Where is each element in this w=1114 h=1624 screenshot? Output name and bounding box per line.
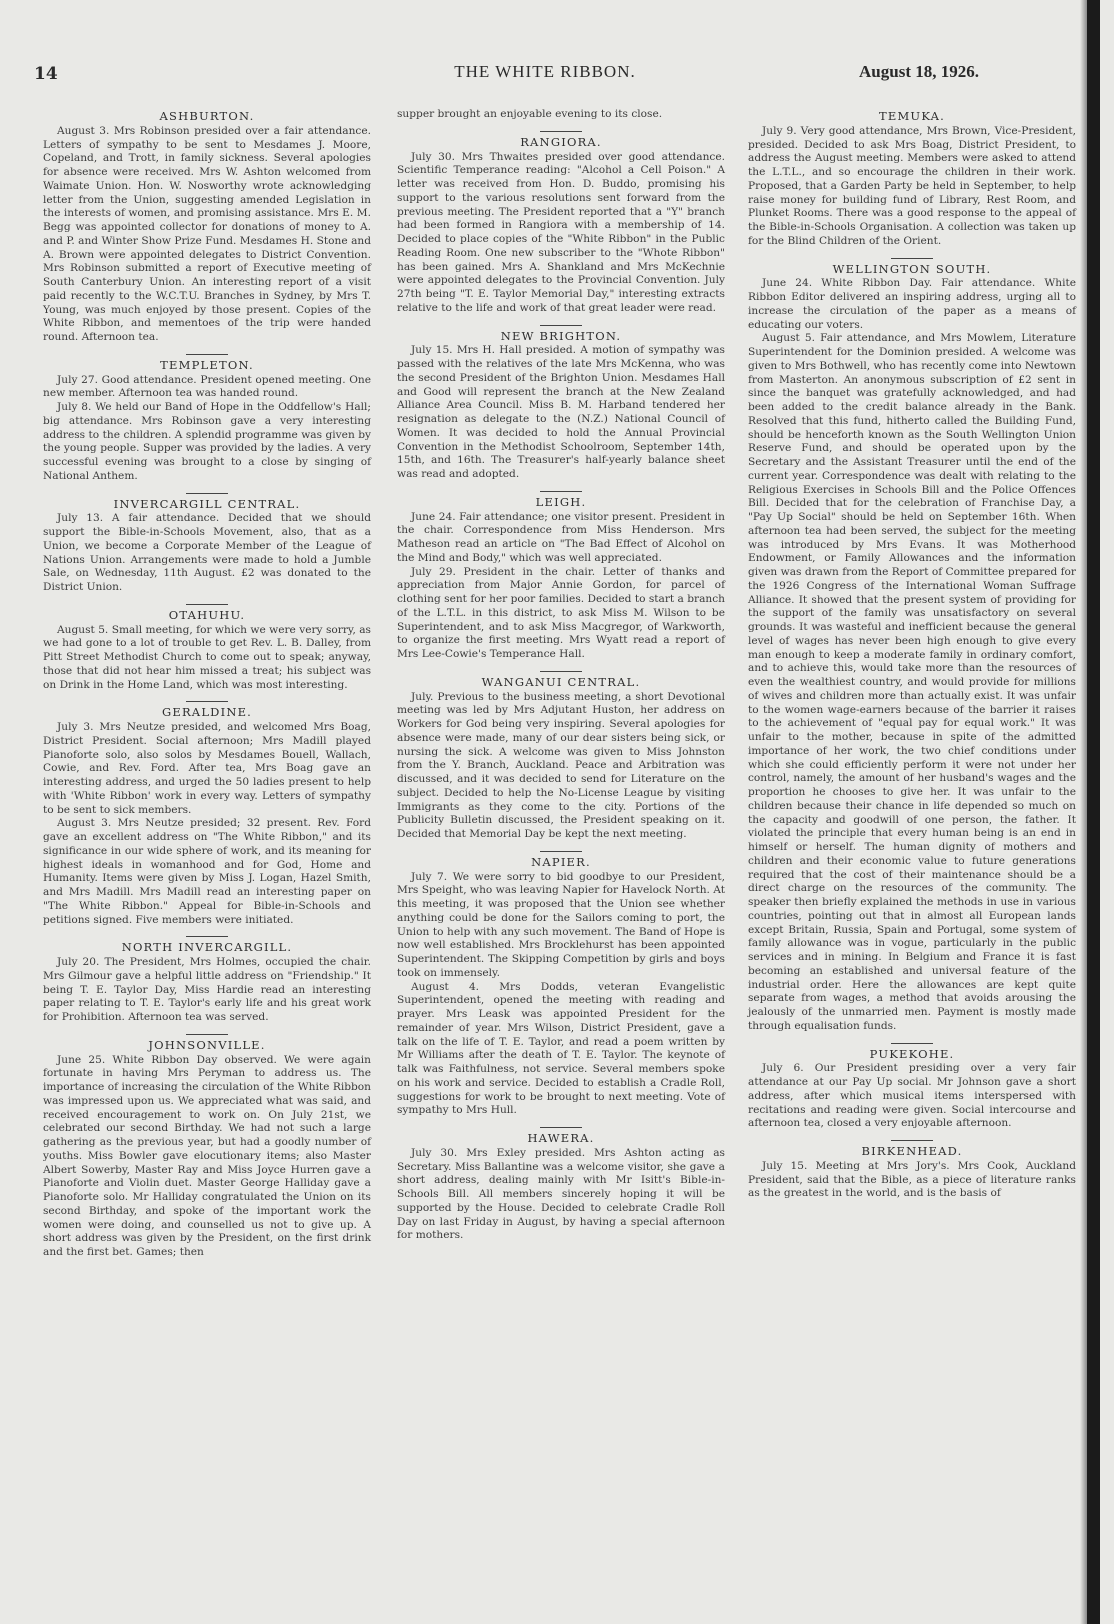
- section-heading: TEMUKA.: [878, 109, 946, 123]
- section-heading: NEW BRIGHTON.: [500, 328, 622, 343]
- section-heading: RANGIORA.: [520, 134, 602, 149]
- report-section: [397, 325, 725, 482]
- report-section: [397, 131, 725, 316]
- report-paragraph: July. Previous to the business meeting, a short Devotional meeting was led by Mrs Adjutant Huston, her address on Workers for God being very inspiring. Several apologies for absence were made, many of our dear sisters being sick, or nursing the sick. A welcome was given to Miss Johnston from the Y. Branch, Auckland. Peace and Arbitration was discussed, and it was decided to send for Literature on the subject. Decided to help the No-License League by visiting Immigrants as they come to the city. Portions of the Publicity Bulletin discussed, the President speaking on it. Decided that Memorial Day be kept the next meeting.: [397, 690, 725, 840]
- report-paragraph: July 20. The President, Mrs Holmes, occupied the chair. Mrs Gilmour gave a helpful little address on "Friendship." It being T. E. Taylor Day, Miss Hardie read an interesting paper relating to T. E. Taylor's early life and his great work for Prohibition. Afternoon tea was served.: [43, 956, 371, 1023]
- section-heading: HAWERA.: [527, 1131, 595, 1145]
- report-paragraph: July 8. We held our Band of Hope in the Oddfellow's Hall; big attendance. Mrs Robinson gave a very interesting address to the children. A splendid programme was given by the young people. Supper was provided by the ladies. A very successful evening was brought to a close by singing of National Anthem.: [43, 401, 371, 482]
- report-paragraph: August 3. Mrs Robinson presided over a fair attendance. Letters of sympathy to be sent to Mesdames J. Moore, Copeland, and Trott, in family sickness. Several apologies for absence were received. Mrs W. Ashton welcomed from Waimate Union. Hon. W. Nosworthy wrote acknowledging letter from the Union, suggesting amended Legislation in the interests of women, and promising assistance. Mrs E. M. Begg was appointed collector for donations of money to A. and P. and Winter Show Prize Fund. Mesdames H. Stone and A. Brown were appointed delegates to District Convention. Mrs Robinson submitted a report of Executive meeting of South Canterbury Union. An interesting report of a visit paid recently to the W.C.T.U. Branches in Sydney, by Mrs T. Young, was much enjoyed by those present. Copies of the White Ribbon, and mementoes of the trip were handed round. Afternoon tea.: [43, 124, 371, 343]
- report-paragraph: August 5. Fair attendance, and Mrs Mowlem, Literature Superintendent for the Dominion presided. A welcome was given to Mrs Bothwell, who has recently come into Newtown from Masterton. An anonymous subscription of £2 sent in since the banquet was gratefully acknowledged, and had been added to the credit balance already in the Bank. Resolved that this fund, hitherto called the Building Fund, should be henceforth known as the South Wellington Union Reserve Fund, and should be operated upon by the Secretary and the Assistant Treasurer until the end of the current year. Correspondence was dealt with relating to the Religious Exercises in Schools Bill and the Police Offences Bill. Decided that for the celebration of Franchise Day, a "Pay Up Social" should be held on September 16th. When afternoon tea had been served, the subject for the meeting was introduced by Mrs Evans. It was Motherhood Endowment, or Family Allowances and the information given was drawn from the Report of Committee prepared for the 1926 Congress of the International Woman Suffrage Alliance. It showed that the present system of providing for the support of the family was unsatisfactory on several grounds. It was wasteful and inefficient because the general level of wages has never been high enough to give every man enough to keep a moderate family in ordinary comfort, and to achieve this, would take more than the resources of even the wealthiest country, and would provide for millions of wives and children more than actually exist. It was unfair to the women wage-earners because of the barrier it raises to the achievement of "equal pay for equal work." It was unfair to the mother, because in spite of the admitted importance of her work, the two chief conditions under which she could efficiently perform it were not under her control, namely, the amount of her husband's wages and the proportion he chooses to give her. It was unfair to the children because their chance in life depended so much on the capacity and goodwill of one person, the father. It violated the principle that every human being is an end in himself or herself. The human dignity of mothers and children and their economic value to future generations required that the cost of their maintenance should be a direct charge on the resources of the community. The speaker then briefly explained the methods in use in various countries, pointing out that in almost all European lands except Britain, Russia, Spain and Portugal, some system of family allowance was in vogue, particularly in the public services and in mining. In Belgium and France it is fast becoming an established and universal feature of the industrial order. Here the allowances are kept quite separate from wages, a method that avoids arousing the jealously of the unmarried men. Payment is mostly made through equalisation funds.: [748, 332, 1076, 1032]
- section-divider: [540, 491, 582, 492]
- report-paragraph: July 15. Mrs H. Hall presided. A motion of sympathy was passed with the relatives of the late Mrs McKenna, who was the second President of the Brighton Union. Mesdames Hall and Good will represent the branch at the New Zealand Alliance Area Council. Miss B. M. Harband tendered her resignation as delegate to the (N.Z.) National Council of Women. It was decided to hold the Annual Provincial Convention in the Methodist Schoolroom, September 14th, 15th, and 16th. The Treasurer's half-yearly balance sheet was read and adopted.: [397, 344, 725, 480]
- report-paragraph: July 15. Meeting at Mrs Jory's. Mrs Cook, Auckland President, said that the Bible, as a piece of literature ranks as the greatest in the world, and is the basis of: [748, 1159, 1076, 1200]
- report-paragraph: July 9. Very good attendance, Mrs Brown, Vice-President, presided. Decided to ask Mrs Boag, District President, to address the August meeting. Members were asked to attend the L.T.L., and so encourage the children in their work. Proposed, that a Garden Party be held in September, to help raise money for building fund of Library, Rest Room, and Plunket Rooms. There was a good response to the appeal of the Bible-in-Schools Organisation. A collection was taken up for the Blind Children of the Orient.: [748, 124, 1076, 247]
- section-heading: INVERCARGILL CENTRAL.: [113, 496, 301, 511]
- report-paragraph: June 24. White Ribbon Day. Fair attendance. White Ribbon Editor delivered an inspiring address, urging all to increase the circulation of the paper as a means of educating our voters.: [748, 277, 1076, 331]
- report-section: [43, 354, 371, 484]
- section-divider: [540, 131, 582, 132]
- section-heading: NORTH INVERCARGILL.: [121, 940, 293, 955]
- report-paragraph: June 25. White Ribbon Day observed. We were again fortunate in having Mrs Peryman to address us. The importance of increasing the circulation of the White Ribbon was impressed upon us. We appreciated what was said, and received encouragement to work on. On July 21st, we celebrated our second Birthday. We had not such a large gathering as the previous year, but had a goodly number of youths. Miss Bowler gave elocutionary items; also Master Albert Sowerby, Master Ray and Miss Joyce Hurren gave a Pianoforte and Violin duet. Master George Halliday gave a Pianoforte solo. Mr Halliday congratulated the Union on its second Birthday, and spoke of the important work the women were doing, and counselled us not to give up. A short address was given by the President, on the first drink and the first bet. Games; then: [43, 1053, 371, 1258]
- section-divider: [186, 354, 228, 355]
- report-section: [397, 671, 725, 842]
- section-divider: [186, 936, 228, 937]
- report-section: [748, 1043, 1076, 1132]
- report-section: [43, 701, 371, 927]
- report-section: [748, 1140, 1076, 1201]
- section-heading: BIRKENHEAD.: [861, 1144, 963, 1158]
- report-section: [748, 110, 1076, 249]
- section-divider: [540, 851, 582, 852]
- report-paragraph: August 4. Mrs Dodds, veteran Evangelistic Superintendent, opened the meeting with reading and prayer. Mrs Leask was appointed President for the remainder of year. Mrs Wilson, District President, gave a talk on the life of T. E. Taylor, and read a poem written by Mr Williams after the death of T. E. Taylor. The keynote of talk was Faithfulness, not service. Several members spoke on his work and service. Decided to establish a Cradle Roll, suggestions for work to be brought to next meeting. Vote of sympathy to Mrs Hull.: [397, 980, 725, 1117]
- section-heading: GERALDINE.: [161, 705, 253, 720]
- newspaper-title: THE WHITE RIBBON.: [454, 62, 636, 81]
- report-paragraph: June 24. Fair attendance; one visitor present. President in the chair. Correspondence from Miss Henderson. Mrs Matheson read an article on "The Bad Effect of Alcohol on the Mind and Body," which was well appreciated.: [397, 510, 725, 564]
- section-divider: [891, 1043, 933, 1044]
- section-divider: [186, 701, 228, 702]
- section-heading: JOHNSONVILLE.: [148, 1037, 266, 1052]
- report-section: [397, 1127, 725, 1243]
- report-section: [397, 851, 725, 1118]
- report-paragraph: August 5. Small meeting, for which we were very sorry, as we had gone to a lot of trouble to get Rev. L. B. Dalley, from Pitt Street Methodist Church to come out to speak; anyway, those that did not hear him missed a treat; his subject was on Drink in the Home Land, which was most interesting.: [43, 623, 371, 691]
- report-paragraph: July 27. Good attendance. President opened meeting. One new member. Afternoon tea was handed round.: [43, 373, 371, 400]
- report-paragraph: July 6. Our President presiding over a very fair attendance at our Pay Up social. Mr Johnson gave a short address, after which musical items interspersed with recitations and reading were given. Social intercourse and afternoon tea, closed a very enjoyable afternoon.: [748, 1062, 1076, 1130]
- report-paragraph: July 3. Mrs Neutze presided, and welcomed Mrs Boag, District President. Social afternoon; Mrs Madill played Pianoforte solo, also solos by Mesdames Bouell, Wallach, Cowie, and Rev. Ford. After tea, Mrs Boag gave an interesting address, and urged the 50 ladies present to help with 'White Ribbon' work in every way. Letters of sympathy to be sent to sick members.: [43, 721, 371, 816]
- section-heading: PUKEKOHE.: [869, 1046, 955, 1061]
- section-divider: [186, 1034, 228, 1035]
- section-divider: [891, 1140, 933, 1141]
- section-heading: LEIGH.: [535, 494, 587, 509]
- report-paragraph: August 3. Mrs Neutze presided; 32 present. Rev. Ford gave an excellent address on "The White Ribbon," and its significance in our wide sphere of work, and its meaning for highest ideals in womanhood and for God, Home and Humanity. Items were given by Miss J. Logan, Hazel Smith, and Mrs Madill. Mrs Madill read an interesting paper on "The White Ribbon." Appeal for Bible-in-Schools and petitions signed. Five members were initiated.: [43, 817, 371, 926]
- report-paragraph: July 13. A fair attendance. Decided that we should support the Bible-in-Schools Movement, also, that as a Union, we become a Corporate Member of the League of Nations Union. Arrangements were made to hold a Jumble Sale, on Wednesday, 11th August. £2 was donated to the District Union.: [43, 512, 371, 593]
- section-divider: [186, 493, 228, 494]
- report-section: [43, 936, 371, 1025]
- section-heading: TEMPLETON.: [160, 357, 254, 372]
- column-1: [43, 108, 371, 1260]
- section-divider: [540, 1127, 582, 1128]
- issue-date: August 18, 1926.: [859, 62, 979, 81]
- section-divider: [540, 671, 582, 672]
- report-paragraph: July 7. We were sorry to bid goodbye to our President, Mrs Speight, who was leaving Napier for Havelock North. At this meeting, it was proposed that the Union see whether anything could be done for the Sailors coming to port, the Union to help with any such movement. The Band of Hope is now well established. Mrs Brocklehurst has been appointed Superintendent. The Skipping Competition by girls and boys took on immensely.: [397, 870, 725, 979]
- report-section: [43, 604, 371, 693]
- section-divider: [540, 325, 582, 326]
- report-section: [397, 108, 725, 122]
- report-paragraph: July 29. President in the chair. Letter of thanks and appreciation from Major Annie Gordon, for parcel of clothing sent for her poor families. Decided to start a branch of the L.T.L. in this district, to ask Miss M. Wilson to be Superintendent, and to ask Miss Macgregor, of Warkworth, to organize the first meeting. Mrs Wyatt read a report of Mrs Lee-Cowie's Temperance Hall.: [397, 565, 725, 660]
- section-heading: NAPIER.: [531, 854, 591, 869]
- section-divider: [891, 258, 933, 259]
- report-section: [43, 493, 371, 595]
- report-paragraph: supper brought an enjoyable evening to its close.: [397, 108, 663, 120]
- section-divider: [186, 604, 228, 605]
- section-heading: ASHBURTON.: [159, 109, 255, 123]
- report-section: [43, 1034, 371, 1260]
- section-heading: WANGANUI CENTRAL.: [481, 674, 641, 689]
- column-2: [397, 108, 725, 1243]
- page-number: 14: [34, 64, 58, 84]
- report-section: [748, 258, 1076, 1034]
- report-section: [397, 491, 725, 662]
- masthead: [0, 60, 1114, 84]
- page-edge-shadow: [1080, 0, 1087, 1624]
- section-heading: OTAHUHU.: [168, 607, 246, 622]
- page-edge-binding: [1087, 0, 1100, 1624]
- report-section: [43, 110, 371, 345]
- report-paragraph: July 30. Mrs Thwaites presided over good attendance. Scientific Temperance reading: "Alcohol a Cell Poison." A letter was received from Hon. D. Buddo, promising his support to the various resolutions sent forward from the previous meeting. The President reported that a "Y" branch had been formed in Rangiora with a membership of 14. Decided to place copies of the "White Ribbon" in the Public Reading Room. One new subscriber to the "Whote Ribbon" has been gained. Mrs A. Shankland and Mrs McKechnie were appointed delegates to the Provincial Convention. July 27th being "T. E. Taylor Memorial Day," interesting extracts relative to the life and work of that great leader were read.: [397, 150, 725, 314]
- column-3: [748, 108, 1076, 1201]
- report-paragraph: July 30. Mrs Exley presided. Mrs Ashton acting as Secretary. Miss Ballantine was a welcome visitor, she gave a short address, dealing mainly with Mr Isitt's Bible-in-Schools Bill. All members sincerely hoping it will be supported by the House. Decided to celebrate Cradle Roll Day on last Friday in August, by having a special afternoon for mothers.: [397, 1146, 725, 1242]
- section-heading: WELLINGTON SOUTH.: [832, 261, 992, 276]
